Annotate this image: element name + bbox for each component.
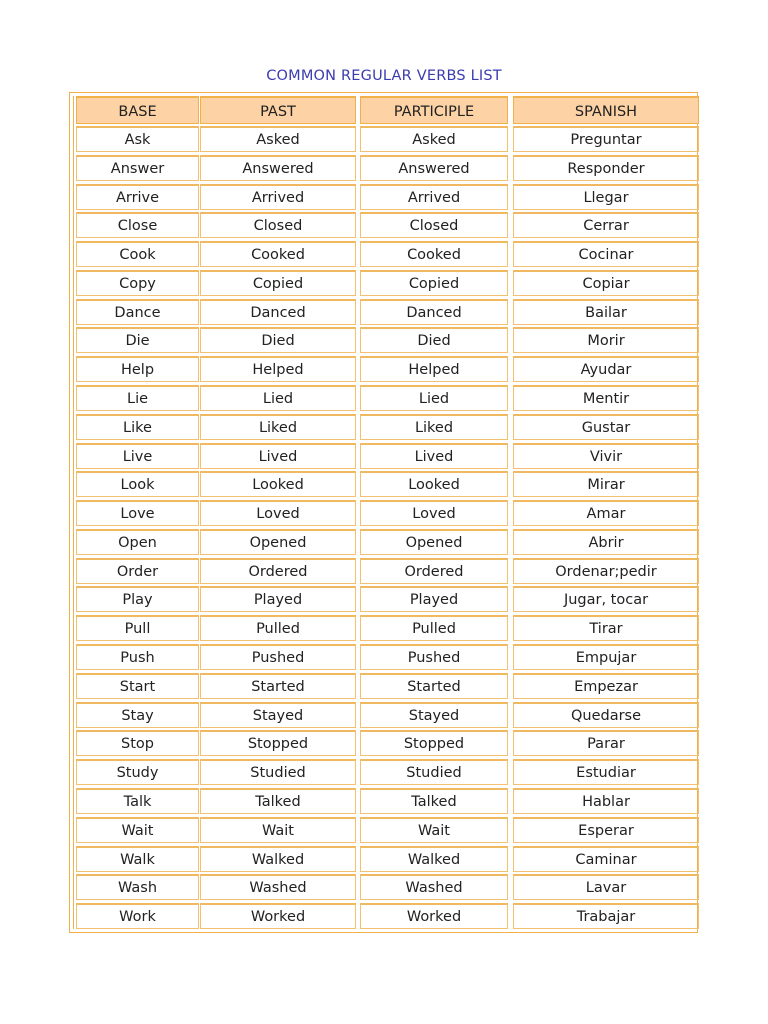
cell-spanish: Lavar xyxy=(513,874,699,900)
cell-base: Pull xyxy=(76,615,199,641)
header-base: BASE xyxy=(76,96,199,124)
cell-participle: Played xyxy=(360,586,508,612)
cell-participle: Wait xyxy=(360,817,508,843)
cell-participle: Lived xyxy=(360,443,508,469)
cell-past: Danced xyxy=(200,299,356,325)
cell-base: Answer xyxy=(76,155,199,181)
cell-past: Arrived xyxy=(200,184,356,210)
cell-participle: Copied xyxy=(360,270,508,296)
cell-past: Asked xyxy=(200,126,356,152)
cell-spanish: Ayudar xyxy=(513,356,699,382)
cell-past: Helped xyxy=(200,356,356,382)
cell-past: Pulled xyxy=(200,615,356,641)
cell-base: Ask xyxy=(76,126,199,152)
cell-participle: Liked xyxy=(360,414,508,440)
cell-past: Walked xyxy=(200,846,356,872)
cell-spanish: Vivir xyxy=(513,443,699,469)
cell-past: Played xyxy=(200,586,356,612)
cell-spanish: Abrir xyxy=(513,529,699,555)
cell-base: Open xyxy=(76,529,199,555)
cell-base: Copy xyxy=(76,270,199,296)
cell-participle: Pushed xyxy=(360,644,508,670)
cell-past: Stopped xyxy=(200,730,356,756)
cell-base: Wash xyxy=(76,874,199,900)
page-title: COMMON REGULAR VERBS LIST xyxy=(266,68,502,84)
cell-base: Cook xyxy=(76,241,199,267)
cell-base: Love xyxy=(76,500,199,526)
cell-past: Loved xyxy=(200,500,356,526)
cell-participle: Opened xyxy=(360,529,508,555)
cell-spanish: Amar xyxy=(513,500,699,526)
cell-participle: Danced xyxy=(360,299,508,325)
cell-participle: Stopped xyxy=(360,730,508,756)
cell-spanish: Caminar xyxy=(513,846,699,872)
cell-past: Ordered xyxy=(200,558,356,584)
cell-spanish: Jugar, tocar xyxy=(513,586,699,612)
header-past: PAST xyxy=(200,96,356,124)
cell-base: Die xyxy=(76,327,199,353)
cell-past: Answered xyxy=(200,155,356,181)
cell-base: Study xyxy=(76,759,199,785)
cell-spanish: Morir xyxy=(513,327,699,353)
cell-base: Start xyxy=(76,673,199,699)
cell-past: Lived xyxy=(200,443,356,469)
cell-spanish: Esperar xyxy=(513,817,699,843)
cell-spanish: Empujar xyxy=(513,644,699,670)
cell-spanish: Mentir xyxy=(513,385,699,411)
cell-spanish: Empezar xyxy=(513,673,699,699)
cell-base: Look xyxy=(76,471,199,497)
header-spanish: SPANISH xyxy=(513,96,699,124)
cell-base: Work xyxy=(76,903,199,929)
cell-spanish: Responder xyxy=(513,155,699,181)
cell-spanish: Copiar xyxy=(513,270,699,296)
cell-past: Cooked xyxy=(200,241,356,267)
cell-base: Talk xyxy=(76,788,199,814)
cell-spanish: Cerrar xyxy=(513,212,699,238)
cell-participle: Closed xyxy=(360,212,508,238)
cell-participle: Started xyxy=(360,673,508,699)
cell-past: Worked xyxy=(200,903,356,929)
cell-past: Talked xyxy=(200,788,356,814)
cell-base: Stop xyxy=(76,730,199,756)
cell-participle: Helped xyxy=(360,356,508,382)
cell-past: Started xyxy=(200,673,356,699)
cell-past: Liked xyxy=(200,414,356,440)
cell-past: Looked xyxy=(200,471,356,497)
cell-participle: Pulled xyxy=(360,615,508,641)
cell-participle: Asked xyxy=(360,126,508,152)
cell-spanish: Mirar xyxy=(513,471,699,497)
cell-base: Push xyxy=(76,644,199,670)
cell-past: Pushed xyxy=(200,644,356,670)
cell-base: Close xyxy=(76,212,199,238)
cell-past: Opened xyxy=(200,529,356,555)
cell-past: Studied xyxy=(200,759,356,785)
cell-participle: Talked xyxy=(360,788,508,814)
cell-participle: Lied xyxy=(360,385,508,411)
cell-base: Stay xyxy=(76,702,199,728)
header-participle: PARTICIPLE xyxy=(360,96,508,124)
cell-participle: Cooked xyxy=(360,241,508,267)
cell-participle: Walked xyxy=(360,846,508,872)
verbs-table xyxy=(69,92,698,933)
cell-participle: Died xyxy=(360,327,508,353)
cell-participle: Looked xyxy=(360,471,508,497)
cell-spanish: Tirar xyxy=(513,615,699,641)
cell-spanish: Trabajar xyxy=(513,903,699,929)
cell-participle: Answered xyxy=(360,155,508,181)
cell-participle: Ordered xyxy=(360,558,508,584)
cell-participle: Worked xyxy=(360,903,508,929)
cell-past: Wait xyxy=(200,817,356,843)
cell-base: Dance xyxy=(76,299,199,325)
cell-base: Live xyxy=(76,443,199,469)
cell-base: Wait xyxy=(76,817,199,843)
cell-past: Closed xyxy=(200,212,356,238)
cell-past: Died xyxy=(200,327,356,353)
cell-spanish: Quedarse xyxy=(513,702,699,728)
cell-participle: Studied xyxy=(360,759,508,785)
cell-past: Lied xyxy=(200,385,356,411)
cell-spanish: Cocinar xyxy=(513,241,699,267)
cell-spanish: Llegar xyxy=(513,184,699,210)
cell-base: Help xyxy=(76,356,199,382)
cell-participle: Stayed xyxy=(360,702,508,728)
cell-base: Walk xyxy=(76,846,199,872)
cell-spanish: Hablar xyxy=(513,788,699,814)
cell-base: Like xyxy=(76,414,199,440)
cell-participle: Loved xyxy=(360,500,508,526)
cell-spanish: Gustar xyxy=(513,414,699,440)
cell-base: Play xyxy=(76,586,199,612)
cell-participle: Washed xyxy=(360,874,508,900)
cell-past: Stayed xyxy=(200,702,356,728)
cell-base: Lie xyxy=(76,385,199,411)
cell-spanish: Parar xyxy=(513,730,699,756)
cell-past: Copied xyxy=(200,270,356,296)
cell-spanish: Bailar xyxy=(513,299,699,325)
cell-past: Washed xyxy=(200,874,356,900)
cell-spanish: Preguntar xyxy=(513,126,699,152)
cell-spanish: Estudiar xyxy=(513,759,699,785)
cell-participle: Arrived xyxy=(360,184,508,210)
cell-base: Order xyxy=(76,558,199,584)
cell-spanish: Ordenar;pedir xyxy=(513,558,699,584)
cell-base: Arrive xyxy=(76,184,199,210)
